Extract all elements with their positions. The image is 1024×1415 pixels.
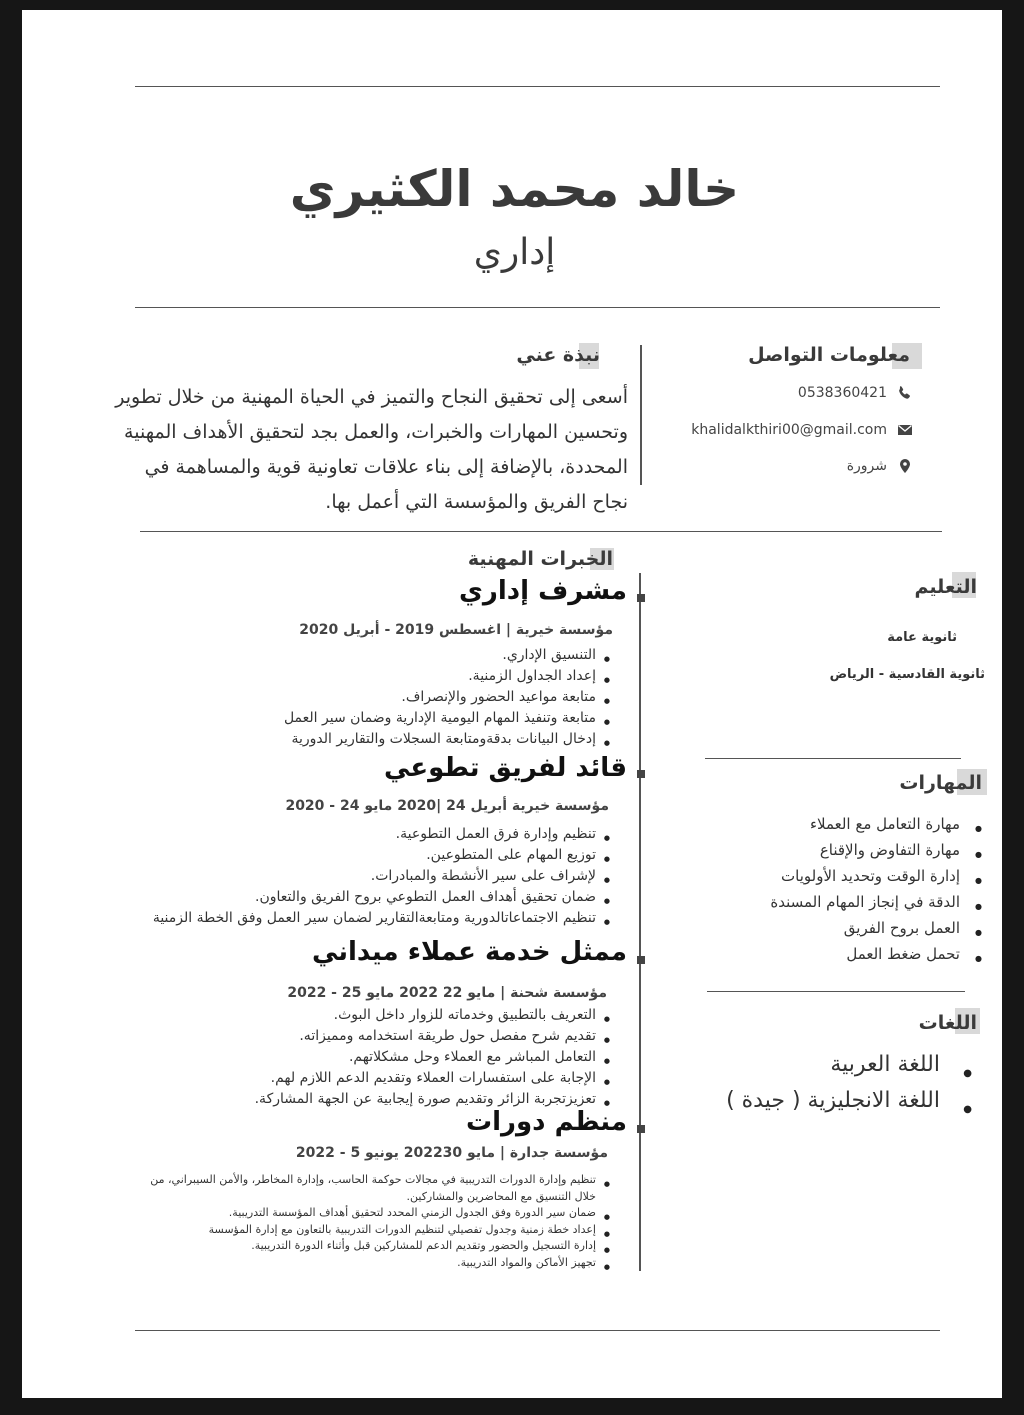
education-degree: ثانوية عامة — [887, 630, 957, 645]
location-pin-icon — [897, 458, 913, 474]
timeline-marker — [637, 594, 645, 602]
duty-item: ● متابعة مواعيد الحضور والإنصراف. — [284, 687, 610, 708]
phone-icon — [897, 385, 913, 401]
duty-item: ● تنظيم الاجتماعاتالدورية ومتابعةالتقارير لضمان سير العمل وفق الخطة الزمنية — [153, 908, 610, 929]
duty-item: ● التعامل المباشر مع العملاء وحل مشكلاتهم. — [255, 1047, 610, 1068]
timeline-marker — [637, 956, 645, 964]
contact-heading: معلومات التواصل — [748, 344, 910, 366]
skills-list — [770, 811, 982, 967]
languages-heading: اللغات — [918, 1012, 977, 1034]
job-duties-list — [284, 645, 610, 750]
duty-item: ● إعداد خطة زمنية وجدول تفصيلي لتنظيم الدورات التدريبية بالتعاون مع إدارة المؤسسة — [130, 1222, 610, 1239]
contact-phone-row — [613, 385, 913, 401]
job-meta: مؤسسة جدارة | مايو 202230 يونيو 5 - 2022 — [295, 1145, 608, 1161]
candidate-name: خالد محمد الكثيري — [289, 160, 740, 218]
duty-item: ● إعداد الجداول الزمنية. — [284, 666, 610, 687]
job-title: ممثل خدمة عملاء ميداني — [311, 937, 627, 967]
language-item: ● اللغة الانجليزية ( جيدة ) — [726, 1083, 974, 1119]
job-title: قائد لفريق تطوعي — [384, 753, 627, 783]
job-duties-list — [153, 824, 610, 929]
job-title: منظم دورات — [466, 1107, 627, 1137]
candidate-title: إداري — [473, 232, 556, 273]
resume-page — [22, 10, 1002, 1398]
duty-item: ● تنظيم وإدارة الدورات التدريبية في مجالات حوكمة الحاسب، وإدارة المخاطر، والأمن السيبراني، من خلال التنسيق مع المحاضرين والمشاركين. — [130, 1172, 610, 1205]
skills-divider — [707, 991, 965, 992]
job-title: مشرف إداري — [459, 576, 627, 606]
top-divider — [135, 86, 940, 87]
phone-number[interactable]: 0538360421 — [797, 385, 887, 401]
about-heading: نبذة عني — [516, 344, 600, 366]
duty-item: ● تجهيز الأماكن والمواد التدريبية. — [130, 1255, 610, 1272]
experience-heading: الخبرات المهنية — [467, 548, 613, 570]
bottom-divider — [135, 1330, 940, 1331]
about-text: أسعى إلى تحقيق النجاح والتميز في الحياة المهنية من خلال تطوير وتحسين المهارات والخبرات، والعمل بجد لتحقيق الأهداف المهنية المحددة، بالإضافة إلى بناء علاقات تعاونية قوية والمساهمة في نجاح الفريق والمؤسسة التي أعمل بها. — [115, 386, 628, 513]
duty-item: ● التنسيق الإداري. — [284, 645, 610, 666]
duty-item: ● توزيع المهام على المتطوعين. — [153, 845, 610, 866]
contact-email-row — [613, 422, 913, 438]
duty-item: ● تنظيم وإدارة فرق العمل التطوعية. — [153, 824, 610, 845]
job-duties-list — [255, 1005, 610, 1110]
languages-list — [726, 1047, 974, 1119]
job-duties-list — [130, 1172, 610, 1271]
skill-item: ● العمل بروح الفريق — [770, 915, 982, 941]
experience-timeline — [639, 573, 641, 1271]
timeline-marker — [637, 770, 645, 778]
duty-item: ● لإشراف على سير الأنشطة والمبادرات. — [153, 866, 610, 887]
duty-item: ● ضمان سير الدورة وفق الجدول الزمني المحدد لتحقيق أهداف المؤسسة التدريبية. — [130, 1205, 610, 1222]
contact-location-row — [613, 458, 913, 474]
duty-item: ● ضمان تحقيق أهداف العمل التطوعي بروح الفريق والتعاون. — [153, 887, 610, 908]
duty-item: ● تعزيزتجربة الزائر وتقديم صورة إيجابية عن الجهة المشاركة. — [255, 1089, 610, 1110]
job-meta: مؤسسة خيرية | اغسطس 2019 - أبريل 2020 — [299, 622, 613, 638]
duty-item: ● إدخال البيانات بدقةومتابعة السجلات والتقارير الدورية — [284, 729, 610, 750]
envelope-icon — [897, 422, 913, 438]
education-divider — [705, 758, 961, 759]
duty-item: ● التعريف بالتطبيق وخدماته للزوار داخل البوث. — [255, 1005, 610, 1026]
duty-item: ● تقديم شرح مفصل حول طريقة استخدامه ومميزاته. — [255, 1026, 610, 1047]
duty-item: ● الإجابة على استفسارات العملاء وتقديم الدعم اللازم لهم. — [255, 1068, 610, 1089]
header-divider — [135, 307, 940, 308]
job-meta: مؤسسة شحنة | مايو 22 2022 مايو 25 - 2022 — [287, 985, 607, 1001]
email-address[interactable]: khalidalkthiri00@gmail.com — [691, 422, 887, 438]
body-divider — [140, 531, 942, 532]
job-meta: مؤسسة خيرية أبريل 24 |2020 مايو 24 - 2020 — [285, 798, 609, 814]
timeline-marker — [637, 1125, 645, 1133]
education-school: ثانوية القادسية - الرياض — [829, 667, 985, 682]
duty-item: ● متابعة وتنفيذ المهام اليومية الإدارية وضمان سير العمل — [284, 708, 610, 729]
skills-heading: المهارات — [899, 772, 982, 794]
duty-item: ● إدارة التسجيل والحضور وتقديم الدعم للمشاركين قبل وأثناء الدورة التدريبية. — [130, 1238, 610, 1255]
education-heading: التعليم — [914, 576, 977, 598]
location-text: شرورة — [846, 458, 887, 474]
language-item: ● اللغة العربية — [726, 1047, 974, 1083]
skill-item: ● إدارة الوقت وتحديد الأولويات — [770, 863, 982, 889]
skill-item: ● تحمل ضغط العمل — [770, 941, 982, 967]
skill-item: ● مهارة التفاوض والإقناع — [770, 837, 982, 863]
skill-item: ● مهارة التعامل مع العملاء — [770, 811, 982, 837]
skill-item: ● الدقة في إنجاز المهام المسندة — [770, 889, 982, 915]
